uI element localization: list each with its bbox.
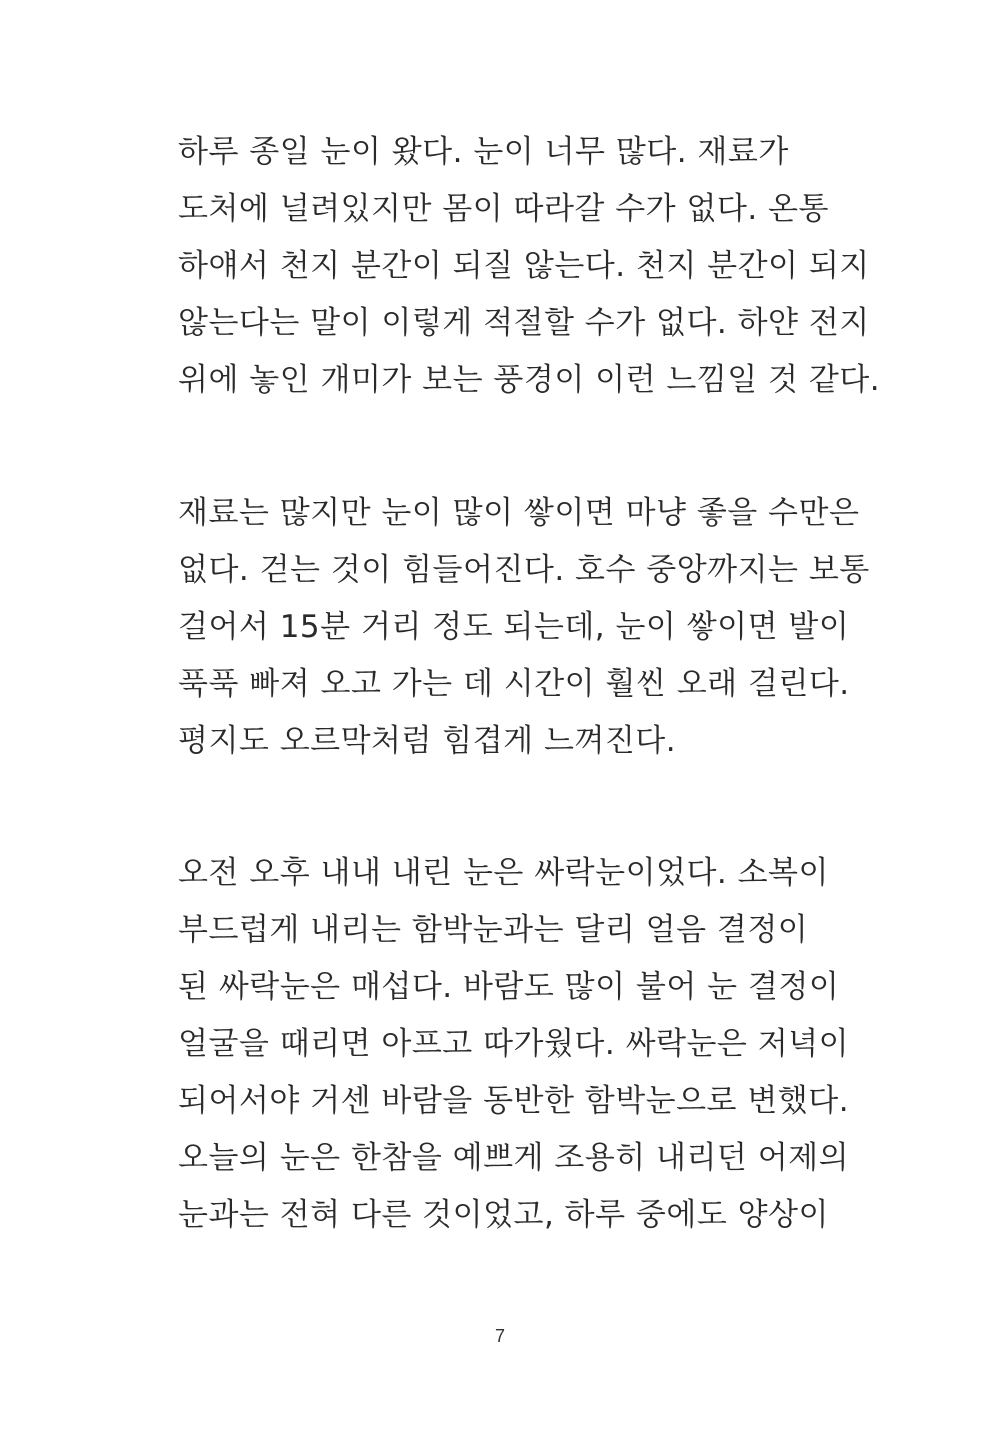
- text-line: 않는다는 말이 이렇게 적절할 수가 없다. 하얀 전지: [178, 305, 870, 341]
- text-line: 되어서야 거센 바람을 동반한 함박눈으로 변했다.: [178, 1083, 850, 1119]
- text-line: 부드럽게 내리는 함박눈과는 달리 얼음 결정이: [178, 912, 809, 948]
- text-line: 하루 종일 눈이 왔다. 눈이 너무 많다. 재료가: [178, 134, 789, 170]
- text-line: 걸어서 15분 거리 정도 되는데, 눈이 쌓이면 발이: [178, 609, 850, 645]
- text-line: 재료는 많지만 눈이 많이 쌓이면 마냥 좋을 수만은: [178, 495, 860, 531]
- text-line: 된 싸락눈은 매섭다. 바람도 많이 불어 눈 결정이: [178, 969, 840, 1005]
- paragraph-2: [178, 485, 878, 770]
- text-line: 하얘서 천지 분간이 되질 않는다. 천지 분간이 되지: [178, 248, 870, 284]
- text-line: 눈과는 전혀 다른 것이었고, 하루 중에도 양상이: [178, 1197, 829, 1233]
- text-line: 오전 오후 내내 내린 눈은 싸락눈이었다. 소복이: [178, 855, 829, 891]
- paragraph-3: [178, 845, 878, 1244]
- text-line: 도처에 널려있지만 몸이 따라갈 수가 없다. 온통: [178, 191, 829, 227]
- text-line: 얼굴을 때리면 아프고 따가웠다. 싸락눈은 저녁이: [178, 1026, 850, 1062]
- text-line: 푹푹 빠져 오고 가는 데 시간이 훨씬 오래 걸린다.: [178, 666, 850, 702]
- text-line: 평지도 오르막처럼 힘겹게 느껴진다.: [178, 723, 677, 759]
- text-line: 오늘의 눈은 한참을 예쁘게 조용히 내리던 어제의: [178, 1140, 850, 1176]
- text-line: 위에 놓인 개미가 보는 풍경이 이런 느낌일 것 같다.: [178, 362, 881, 398]
- paragraph-1: [178, 124, 881, 409]
- text-line: 없다. 걷는 것이 힘들어진다. 호수 중앙까지는 보통: [178, 552, 870, 588]
- page-number: 7: [494, 1326, 505, 1346]
